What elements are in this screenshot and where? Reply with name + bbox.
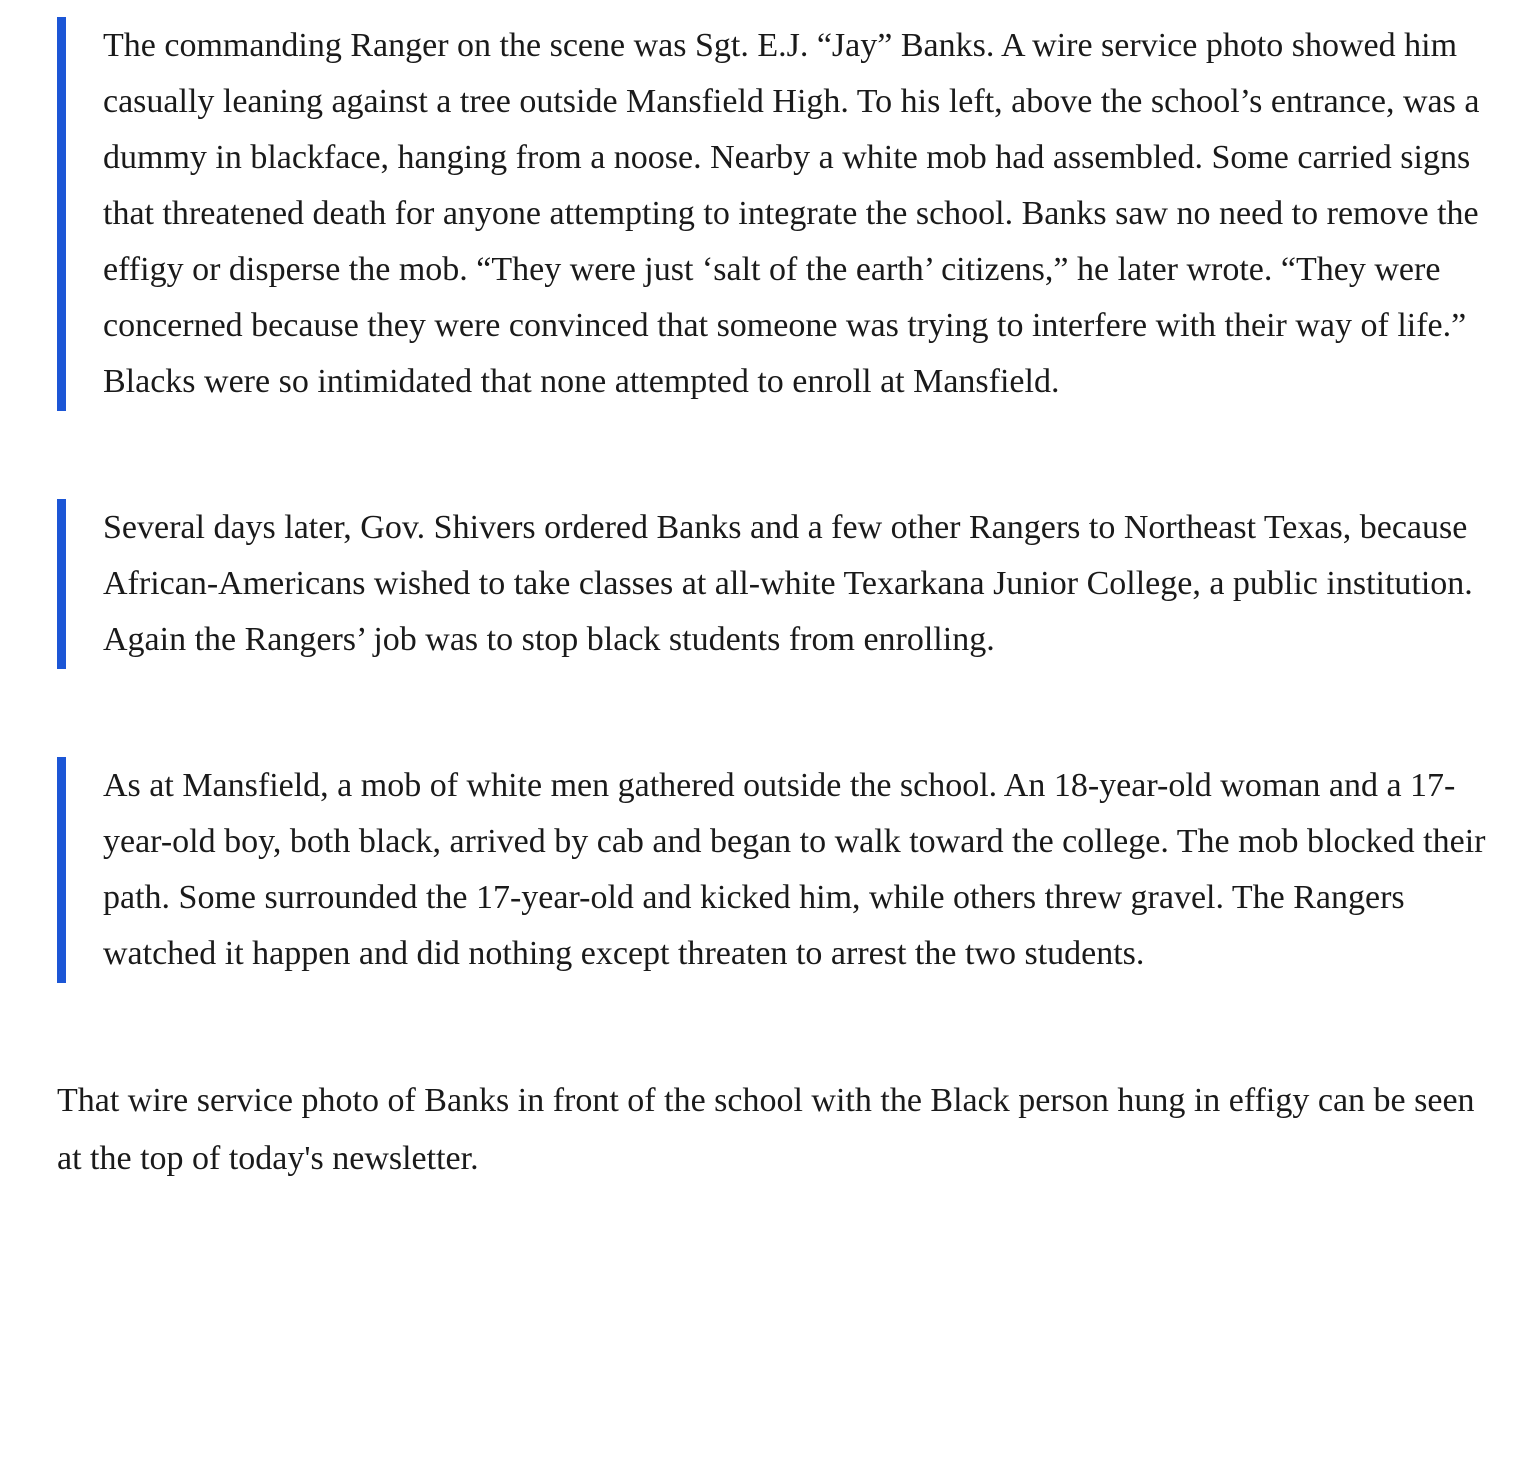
closing-paragraph: That wire service photo of Banks in front of the school with the Black person hung in effigy can be seen at the top of today's newsletter. (57, 1082, 1475, 1177)
blockquote-text: The commanding Ranger on the scene was Sgt. E.J. “Jay” Banks. A wire service photo showed him casually leaning against a tree outside Mansfield High. To his left, above the school’s entrance, was a dummy in blackface, hanging from a noose. Nearby a white mob had assembled. Some carried signs that threatened death for anyone attempting to integrate the school. Banks saw no need to remove the effigy or disperse the mob. “They were just ‘salt of the earth’ citizens,” he later wrote. “They were concerned because they were convinced that someone was trying to interfere with their way of life.” Blacks were so intimidated that none attempted to enroll at Mansfield. (103, 27, 1480, 400)
blockquote-texarkana (57, 499, 1500, 669)
blockquote-mob (57, 757, 1500, 983)
blockquote-text: As at Mansfield, a mob of white men gathered outside the school. An 18-year-old woman and a 17-year-old boy, both black, arrived by cab and began to walk toward the college. The mob blocked their path. Some surrounded the 17-year-old and kicked him, while others threw gravel. The Rangers watched it happen and did nothing except threaten to arrest the two students. (103, 767, 1486, 972)
blockquote-mansfield (57, 17, 1500, 411)
blockquote-text: Several days later, Gov. Shivers ordered Banks and a few other Rangers to Northeast Texas, because African-Americans wished to take classes at all-white Texarkana Junior College, a public institution. Again the Rangers’ job was to stop black students from enrolling. (103, 509, 1473, 658)
